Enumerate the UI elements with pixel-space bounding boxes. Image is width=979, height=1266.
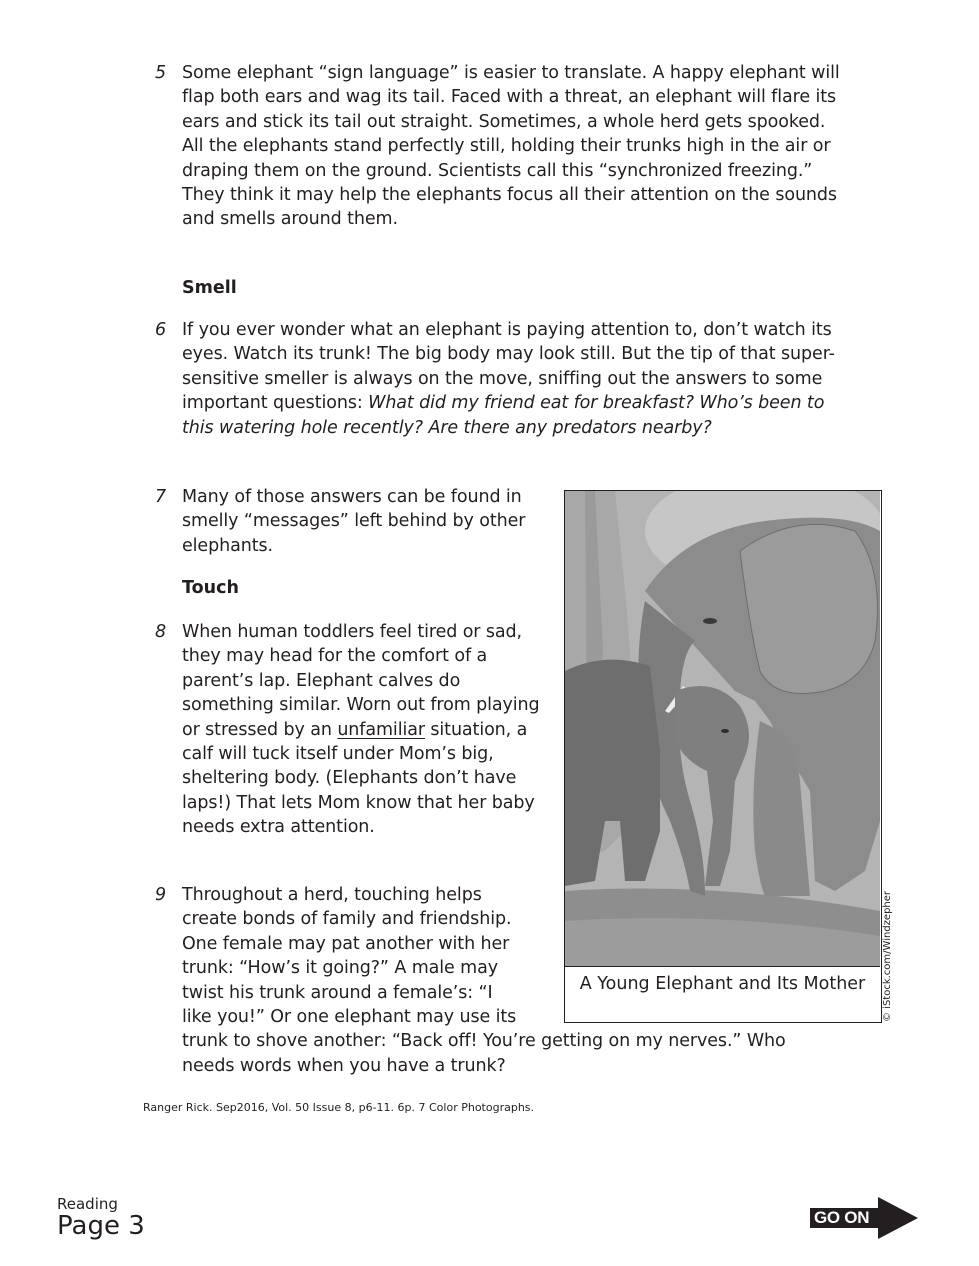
paragraph-line: trunk: “How’s it going?” A male may bbox=[182, 958, 498, 979]
paragraph-text: When human toddlers feel tired or sad, they may head for the comfort of a parent’s lap. Elephant calves do something similar. Worn out from playing or stressed by an bbox=[182, 622, 540, 740]
paragraph-text: Some elephant “sign language” is easier to translate. A happy elephant will flap both ears and wag its tail. Faced with a threat, an elephant will flare its ears and stick its tail out straight. Sometimes, a whole herd gets spooked. All the elephants stand perfectly still, holding their trunks high in the air or draping them on the ground. Scientists call this “synchronized freezing.” They think it may help the elephants focus all their attention on the sounds and smells around them. bbox=[182, 63, 840, 230]
paragraph-8 bbox=[155, 620, 552, 840]
paragraph-number: 9 bbox=[155, 885, 167, 905]
paragraph-number: 7 bbox=[155, 487, 167, 507]
paragraph-7 bbox=[155, 485, 552, 558]
paragraph-5 bbox=[155, 61, 842, 232]
elephant-photo bbox=[565, 491, 880, 967]
paragraph-text: If you ever wonder what an elephant is paying attention to, don’t watch its eyes. Watch its trunk! The big body may look still. But the tip of that super-sensitive smeller is always on the move, sniffing out the answers to some important questions: bbox=[182, 320, 835, 414]
go-on-indicator bbox=[810, 1197, 922, 1239]
underlined-vocabulary-word: unfamiliar bbox=[337, 719, 425, 740]
paragraph-line: One female may pat another with her bbox=[182, 933, 510, 954]
paragraph-text: situation, a calf will tuck itself under Mom’s big, sheltering body. (Elephants don’t have laps!) That lets Mom know that her baby needs extra attention. bbox=[182, 719, 535, 838]
paragraph-line: Throughout a herd, touching helps bbox=[182, 885, 482, 905]
photo-credit: © iStock.com/Windzepher bbox=[882, 890, 893, 1022]
paragraph-line: twist his trunk around a female’s: “I bbox=[182, 982, 493, 1003]
go-on-label: GO ON bbox=[810, 1208, 880, 1228]
section-heading-smell: Smell bbox=[182, 278, 237, 298]
paragraph-6 bbox=[155, 318, 842, 440]
footer-page-number: Page 3 bbox=[57, 1211, 145, 1241]
section-heading-touch: Touch bbox=[182, 578, 239, 598]
figure-caption: A Young Elephant and Its Mother bbox=[579, 974, 866, 994]
paragraph-number: 6 bbox=[155, 320, 167, 340]
paragraph-italic-questions: What did my friend eat for breakfast? Who’s been to this watering hole recently? Are there any predators nearby? bbox=[182, 393, 825, 438]
elephant-figure bbox=[564, 490, 882, 1023]
elephant-photo-illustration bbox=[565, 491, 880, 967]
paragraph-line: trunk to shove another: “Back off! You’re getting on my nerves.” Who bbox=[182, 1031, 786, 1052]
arrow-right-icon bbox=[878, 1197, 918, 1239]
paragraph-number: 8 bbox=[155, 622, 167, 642]
source-citation: Ranger Rick. Sep2016, Vol. 50 Issue 8, p6-11. 6p. 7 Color Photographs. bbox=[143, 1101, 535, 1114]
footer-subject: Reading bbox=[57, 1195, 118, 1213]
paragraph-line: like you!” Or one elephant may use its bbox=[182, 1007, 517, 1028]
paragraph-line: needs words when you have a trunk? bbox=[182, 1055, 506, 1076]
paragraph-number: 5 bbox=[155, 63, 167, 83]
paragraph-line: create bonds of family and friendship. bbox=[182, 909, 512, 930]
paragraph-text: Many of those answers can be found in smelly “messages” left behind by other elephants. bbox=[182, 487, 526, 556]
